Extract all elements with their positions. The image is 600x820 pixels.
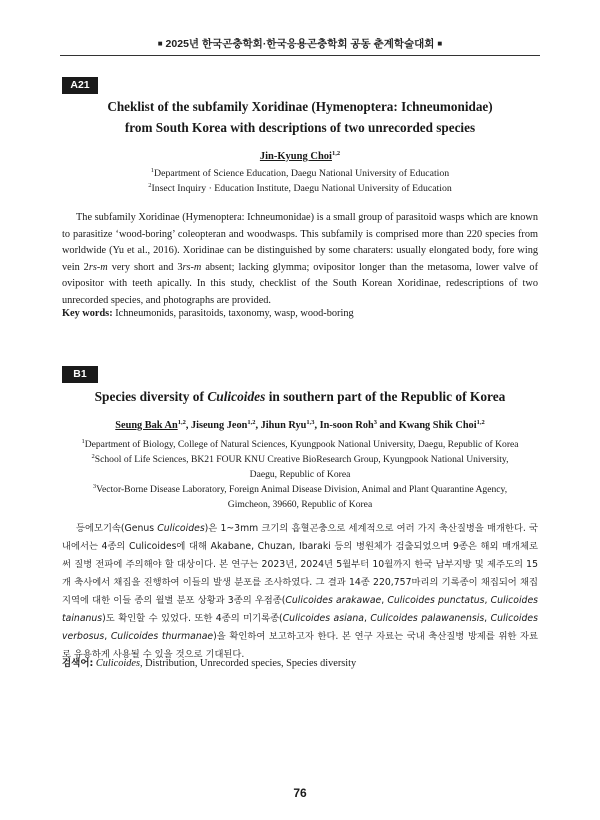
a21-affil2-text: Insect Inquiry · Education Institute, Daegu National University of Education	[151, 183, 452, 194]
b1-author-name: Kwang Shik Choi	[398, 420, 477, 431]
b1-affil3-cont: Gimcheon, 39660, Republic of Korea	[227, 499, 373, 510]
a21-affil2-sup: 2	[148, 182, 152, 189]
b1-abstract-text: )은 1~3mm 크기의 흡혈곤충으로 세계적으로 여러 가지 축산질병을 매개한다. 국내에서는 4종의 Culicoides에 대해 Akabane, Chuzan, Ibaraki 등의 병원체가 검출되었으며 9종은 해외 매개체로써 질병 전파에 주의해야 할 대상이다. 본 연구는 2023년, 2024년 5월부터 10월까지 한국 남부지방 및 제주도의 15개 축사에서 채집을 진행하여 이들의 발생 분포를 조사하였다. 그 결과 14종 220,757마리의 기록종이 채집되어 채집 지역에 대한 이들 종의 월별 분포 상황과 3종의 우점종(	[62, 523, 539, 606]
square-marker-icon: ■	[157, 39, 163, 48]
b1-abstract-italic: Culicoides verbosus	[62, 613, 538, 642]
b1-keywords-label: 검색어:	[62, 658, 94, 669]
a21-affil1	[60, 166, 540, 181]
b1-author-sup: 1,2	[476, 419, 485, 426]
b1-abstract-italic: Culicoides punctatus	[387, 595, 485, 606]
a21-title	[60, 96, 540, 138]
b1-author-sup: 3	[373, 419, 377, 426]
header-divider	[60, 55, 540, 56]
b1-abstract	[62, 520, 538, 664]
b1-affiliations	[60, 437, 540, 512]
a21-affil2	[60, 181, 540, 196]
a21-keywords-text: Ichneumonids, parasitoids, taxonomy, wasp, wood-boring	[112, 308, 354, 319]
a21-abstract-italic: rs-m	[182, 261, 202, 273]
b1-title-text: Species diversity of	[94, 389, 208, 404]
b1-author-sup: 1,2	[177, 419, 186, 426]
b1-author-name: Jihun Ryu	[260, 420, 307, 431]
b1-authors	[60, 420, 540, 431]
b1-abstract-text: ,	[484, 595, 491, 606]
running-header	[0, 36, 600, 51]
b1-abstract-text: ,	[104, 631, 111, 642]
b1-author-sep: ,	[255, 420, 261, 431]
b1-abstract-text: ,	[484, 613, 491, 624]
b1-affil3	[60, 482, 540, 497]
b1-title-text: in southern part of the Republic of Korea	[265, 389, 506, 404]
b1-keywords	[62, 655, 538, 669]
a21-abstract-text: The subfamily Xoridinae (Hymenoptera: Ichneumonidae) is a small group of parasitoid wasps which are known to parasitize ‘wood-boring’ coleopteran and woodwasps. This subfamily is comprised more than 220 species from worldwide (Yu et al., 2016). Xoridinae can be distinguished by some charaters: usually elongated body, fore wing vein 2	[62, 212, 538, 273]
b1-abstract-text: ,	[363, 613, 371, 624]
b1-author-sep: and	[376, 420, 399, 431]
b1-affil2-sup: 2	[91, 453, 95, 460]
a21-title-line2: from South Korea with descriptions of two unrecorded species	[124, 120, 476, 135]
a21-abstract-text: very short and 3	[107, 261, 183, 273]
b1-title	[60, 386, 540, 407]
a21-author-sup: 1,2	[331, 150, 341, 157]
b1-affil1-sup: 1	[81, 438, 85, 445]
b1-title-italic: Culicoides	[207, 389, 266, 404]
b1-affil3-sup: 3	[92, 483, 97, 490]
a21-keywords-label: Key words:	[62, 308, 113, 319]
b1-abstract-italic: Culicoides	[157, 523, 205, 534]
section-tag-a21: A21	[62, 77, 98, 94]
b1-keywords-text: Distribution, Unrecorded species, Species diversity	[142, 658, 357, 669]
b1-author-sup: 1,2	[247, 419, 256, 426]
a21-author-name: Jin-Kyung Choi	[259, 151, 332, 162]
b1-abstract-text: )도 확인할 수 있었다. 또한 4종의 미기록종(	[102, 613, 283, 624]
b1-abstract-italic: Culicoides asiana	[282, 613, 364, 624]
b1-affil2-cont: Daegu, Republic of Korea	[249, 469, 351, 480]
b1-author-name: Seung Bak An	[115, 420, 178, 431]
section-tag-b1: B1	[62, 366, 98, 383]
b1-abstract-text: 등에모기속(Genus	[76, 523, 158, 534]
b1-affil2	[60, 452, 540, 467]
b1-abstract-text: )을 확인하여 보고하고자 한다. 본 연구 자료는 국내 축산질병 방제를 위한 자료로 유용하게 사용될 수 있을 것으로 기대된다.	[62, 631, 539, 660]
b1-author-name: Jiseung Jeon	[190, 420, 248, 431]
a21-abstract-italic: rs-m	[88, 261, 108, 273]
b1-affil1-text: Department of Biology, College of Natural Sciences, Kyungpook National University, Daegu, Republic of Korea	[84, 439, 519, 450]
b1-abstract-italic: Culicoides arakawae	[285, 595, 382, 606]
a21-affil1-text: Department of Science Education, Daegu National University of Education	[154, 168, 450, 179]
page-number: 76	[293, 786, 307, 800]
a21-abstract	[62, 210, 538, 310]
a21-author	[60, 151, 540, 162]
a21-title-line1: Cheklist of the subfamily Xoridinae (Hymenoptera: Ichneumonidae)	[107, 99, 493, 114]
header-text: 2025년 한국곤충학회·한국응용곤충학회 공동 춘계학술대회	[165, 38, 435, 50]
b1-affil1	[60, 437, 540, 452]
b1-abstract-italic: Culicoides palawanensis	[370, 613, 485, 624]
a21-affil1-sup: 1	[150, 167, 155, 174]
b1-affil3-text: Vector-Borne Disease Laboratory, Foreign Animal Disease Division, Animal and Plant Quarantine Agency,	[96, 484, 508, 495]
b1-abstract-text: ,	[381, 595, 388, 606]
a21-abstract-text: absent; lacking glymma; ovipositor longer than the metasoma, lower valve of ovipositor with teeth apically. In this study, checklist of the South Korean Xoridinae, redescriptions of two unrecorded species, and photographs are provided.	[62, 261, 539, 306]
b1-keywords-italic: Culicoides,	[93, 658, 143, 669]
b1-author-sep: ,	[314, 420, 320, 431]
b1-affil2-text: School of Life Sciences, BK21 FOUR KNU Creative BioResearch Group, Kyungpook National University,	[94, 454, 509, 465]
b1-abstract-italic: Culicoides thurmanae	[110, 631, 214, 642]
square-marker-icon: ■	[437, 39, 443, 48]
b1-author-sup: 1,3	[306, 419, 315, 426]
a21-affiliations	[60, 166, 540, 196]
b1-abstract-italic: Culicoides tainanus	[62, 595, 539, 624]
a21-keywords	[62, 308, 538, 319]
b1-author-name: In-soon Roh	[319, 420, 374, 431]
b1-author-sep: ,	[185, 420, 191, 431]
